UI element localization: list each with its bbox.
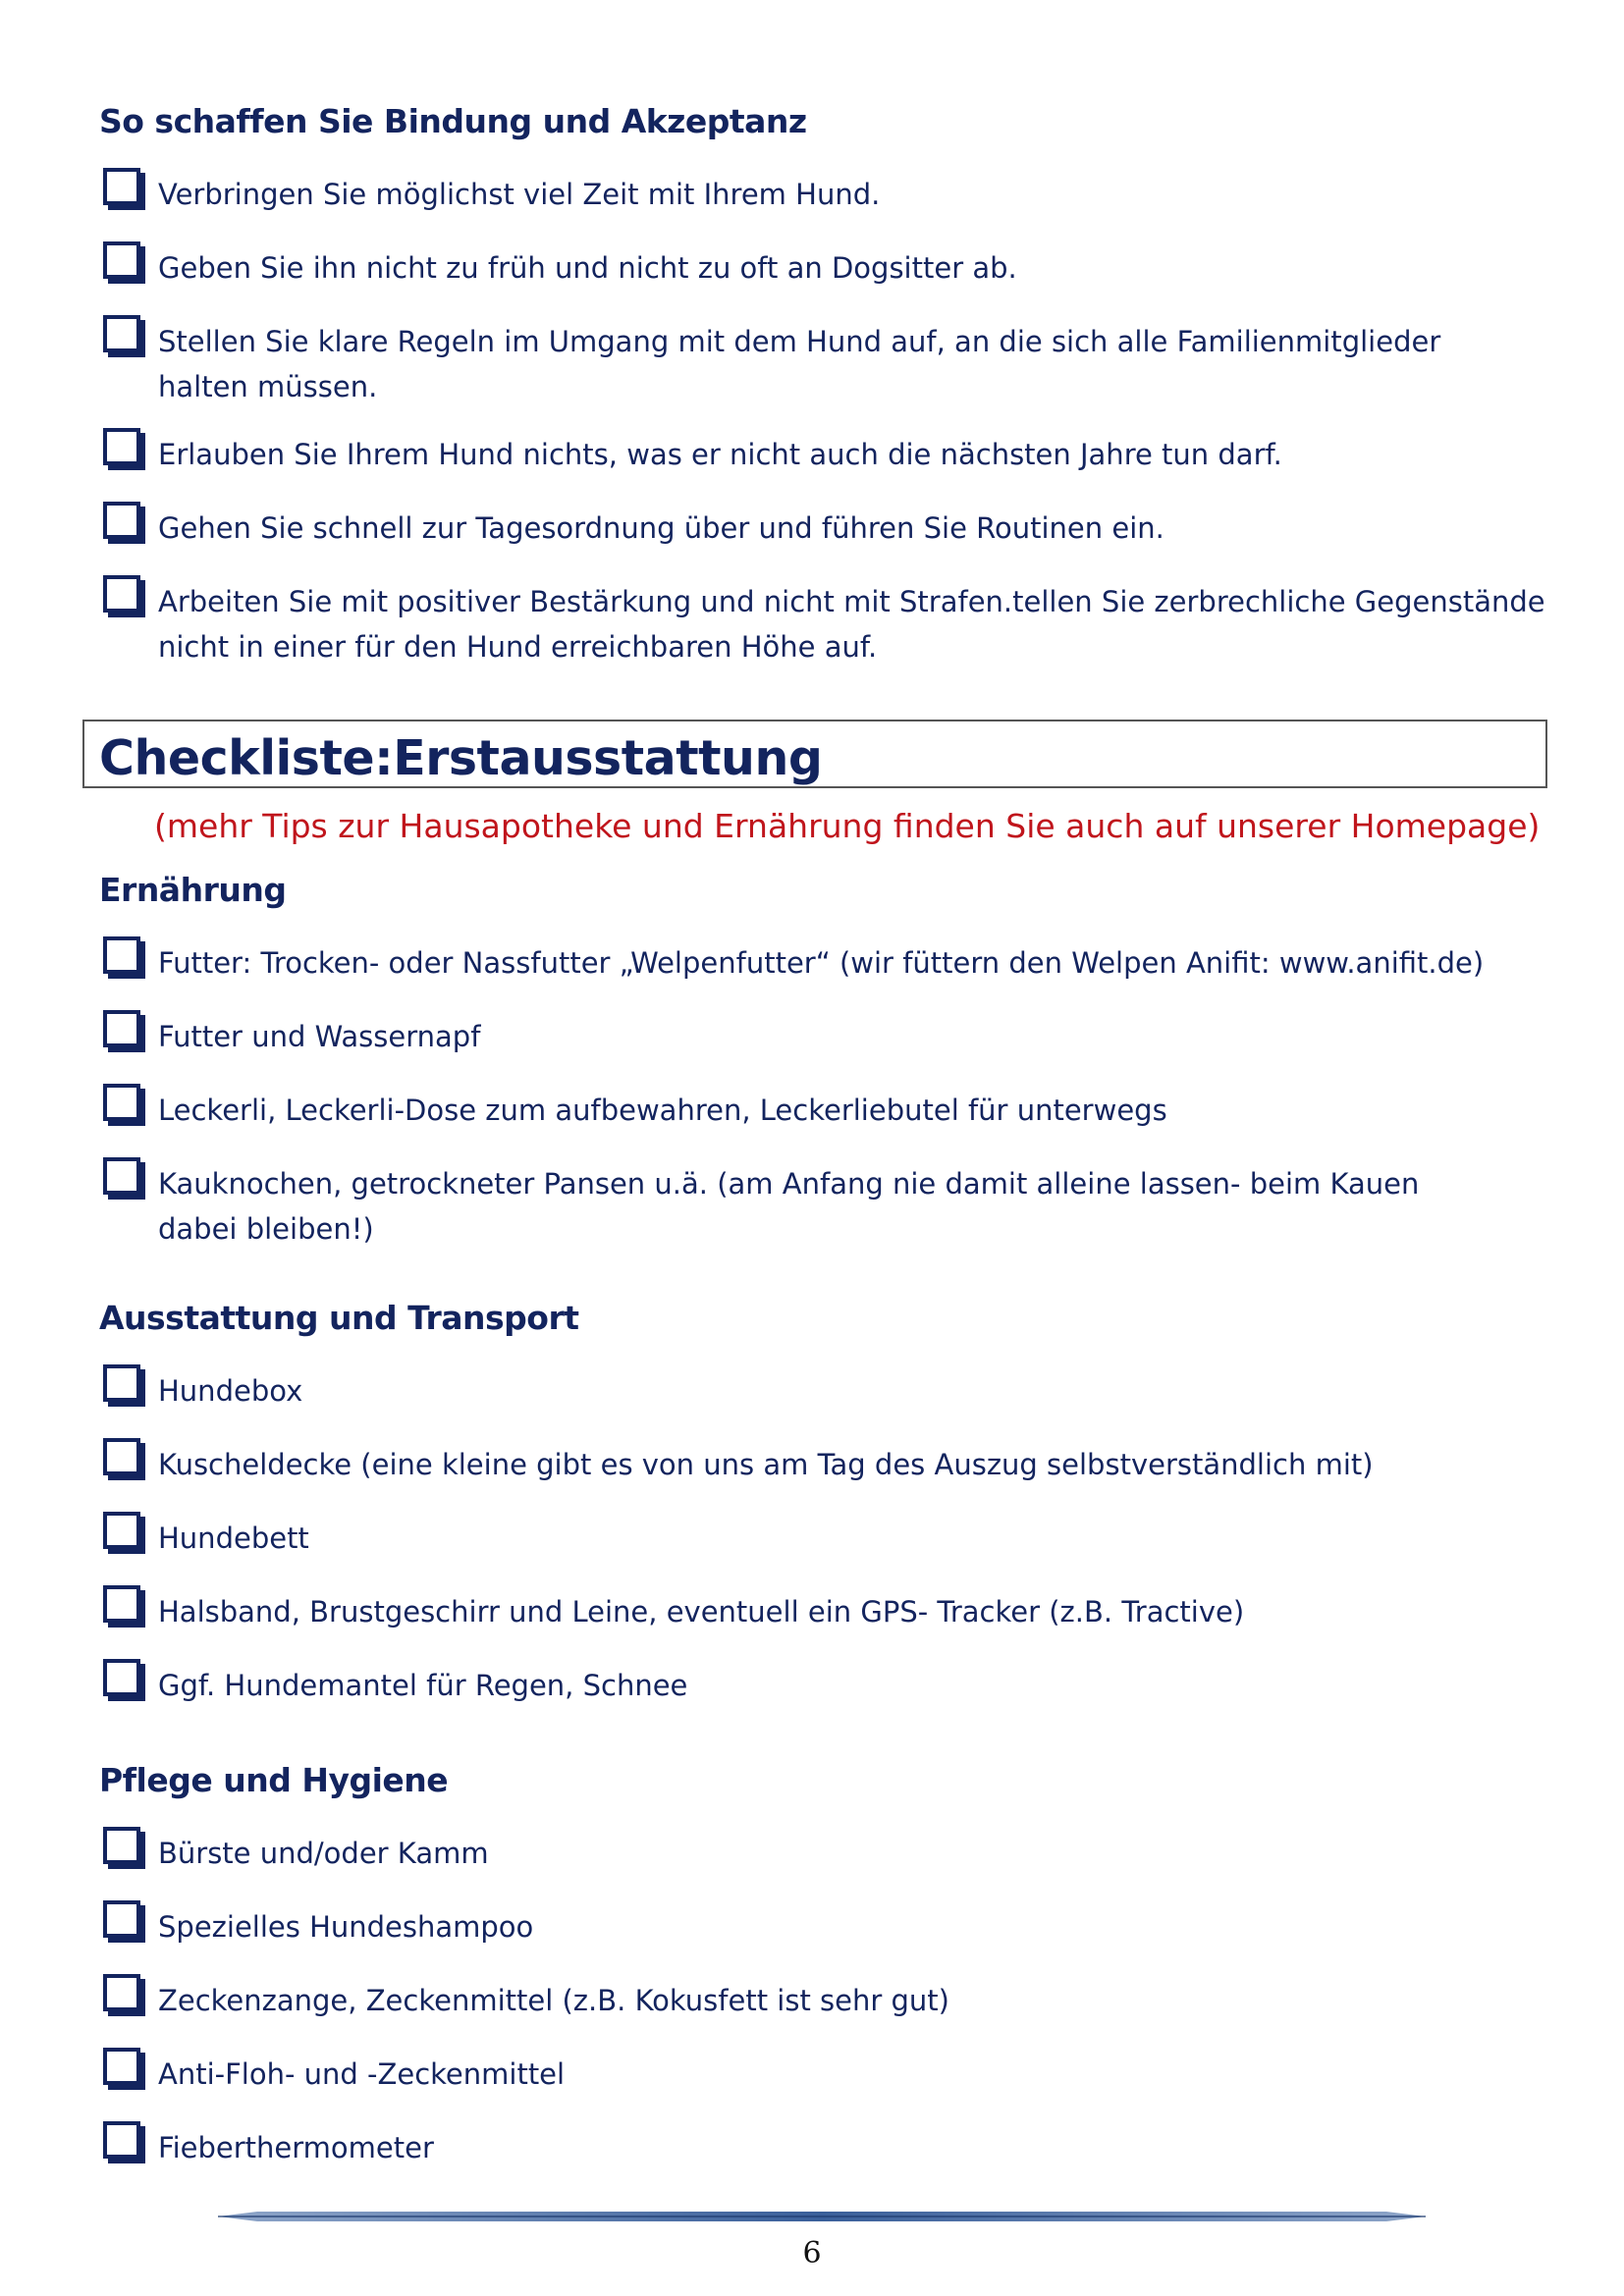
checklist-item-text: Fieberthermometer: [158, 2131, 434, 2164]
footer-divider: [218, 2209, 1426, 2224]
checklist-item: [103, 579, 1556, 669]
checklist-item-text: Futter: Trocken- oder Nassfutter „Welpenfutter“ (wir füttern den Welpen Anifit: www.anifit.de): [158, 946, 1485, 980]
checklist-item: [103, 1014, 1556, 1059]
checkbox-icon[interactable]: [103, 575, 144, 616]
checkbox-icon[interactable]: [103, 1585, 144, 1627]
checklist-item-text: Arbeiten Sie mit positiver Bestärkung und nicht mit Strafen.tellen Sie zerbrechliche Gegenstände nicht in einer für den Hund erreichbaren Höhe auf.: [158, 585, 1545, 664]
checklist-item-text: Ggf. Hundemantel für Regen, Schnee: [158, 1669, 688, 1702]
checklist-item: [103, 1663, 1556, 1708]
checkbox-icon[interactable]: [103, 1512, 144, 1553]
ausstattung-heading: Ausstattung und Transport: [99, 1299, 579, 1337]
checkbox-icon[interactable]: [103, 1974, 144, 2015]
bindung-heading: So schaffen Sie Bindung und Akzeptanz: [99, 102, 807, 140]
checkbox-icon[interactable]: [103, 241, 144, 283]
checkbox-icon[interactable]: [103, 1827, 144, 1868]
checklist-item: [103, 432, 1556, 477]
checklist-item: [103, 319, 1478, 409]
checklist-item: [103, 940, 1556, 986]
checklist-item-text: Hundebett: [158, 1522, 309, 1555]
checkbox-icon[interactable]: [103, 502, 144, 543]
checklist-item: [103, 1516, 1556, 1561]
checkbox-icon[interactable]: [103, 1010, 144, 1051]
checkbox-icon[interactable]: [103, 1364, 144, 1406]
checkbox-icon[interactable]: [103, 1438, 144, 1479]
checklist-item: [103, 2125, 1556, 2170]
checklist-item-text: Zeckenzange, Zeckenmittel (z.B. Kokusfett ist sehr gut): [158, 1984, 949, 2017]
checklist-item-text: Kuscheldecke (eine kleine gibt es von uns am Tag des Auszug selbstverständlich mit): [158, 1448, 1374, 1481]
checklist-item: [103, 1904, 1556, 1949]
checklist-title: Checkliste:Erstausstattung: [99, 730, 823, 786]
checklist-item: [103, 172, 1556, 217]
checkbox-icon[interactable]: [103, 1157, 144, 1199]
checkbox-icon[interactable]: [103, 936, 144, 978]
checklist-item-text: Stellen Sie klare Regeln im Umgang mit dem Hund auf, an die sich alle Familienmitglieder halten müssen.: [158, 325, 1441, 403]
checklist-item-text: Hundebox: [158, 1374, 303, 1408]
checklist-item: [103, 1589, 1556, 1634]
checklist-item: [103, 1831, 1556, 1876]
checklist-item-text: Gehen Sie schnell zur Tagesordnung über und führen Sie Routinen ein.: [158, 511, 1164, 545]
checkbox-icon[interactable]: [103, 168, 144, 209]
homepage-note: (mehr Tips zur Hausapotheke und Ernährung finden Sie auch auf unserer Homepage): [154, 807, 1541, 845]
checklist-item-text: Verbringen Sie möglichst viel Zeit mit Ihrem Hund.: [158, 178, 881, 211]
checkbox-icon[interactable]: [103, 2121, 144, 2163]
pflege-heading: Pflege und Hygiene: [99, 1761, 449, 1799]
checklist-item: [103, 1368, 1556, 1414]
checklist-item-text: Anti-Floh- und -Zeckenmittel: [158, 2057, 566, 2091]
checklist-item-text: Kauknochen, getrockneter Pansen u.ä. (am Anfang nie damit alleine lassen- beim Kauen dabei bleiben!): [158, 1167, 1420, 1246]
checklist-item-text: Halsband, Brustgeschirr und Leine, eventuell ein GPS- Tracker (z.B. Tractive): [158, 1595, 1245, 1629]
checkbox-icon[interactable]: [103, 1659, 144, 1700]
checklist-item-text: Futter und Wassernapf: [158, 1020, 481, 1053]
checkbox-icon[interactable]: [103, 2048, 144, 2089]
checkbox-icon[interactable]: [103, 428, 144, 469]
checklist-item: [103, 1442, 1556, 1487]
checklist-item: [103, 506, 1556, 551]
ernaehrung-heading: Ernährung: [99, 871, 287, 909]
checklist-item: [103, 1088, 1556, 1133]
page-number: 6: [802, 2236, 822, 2270]
checklist-item-text: Spezielles Hundeshampoo: [158, 1910, 534, 1944]
checklist-item-text: Erlauben Sie Ihrem Hund nichts, was er nicht auch die nächsten Jahre tun darf.: [158, 438, 1282, 471]
checkbox-icon[interactable]: [103, 315, 144, 356]
checklist-item: [103, 1978, 1556, 2023]
checkbox-icon[interactable]: [103, 1900, 144, 1942]
checklist-item: [103, 2052, 1556, 2097]
checklist-item-text: Geben Sie ihn nicht zu früh und nicht zu oft an Dogsitter ab.: [158, 251, 1017, 285]
checklist-item: [103, 245, 1556, 291]
checklist-item-text: Leckerli, Leckerli-Dose zum aufbewahren, Leckerliebutel für unterwegs: [158, 1094, 1167, 1127]
checklist-item: [103, 1161, 1458, 1252]
checklist-item-text: Bürste und/oder Kamm: [158, 1837, 489, 1870]
checkbox-icon[interactable]: [103, 1084, 144, 1125]
